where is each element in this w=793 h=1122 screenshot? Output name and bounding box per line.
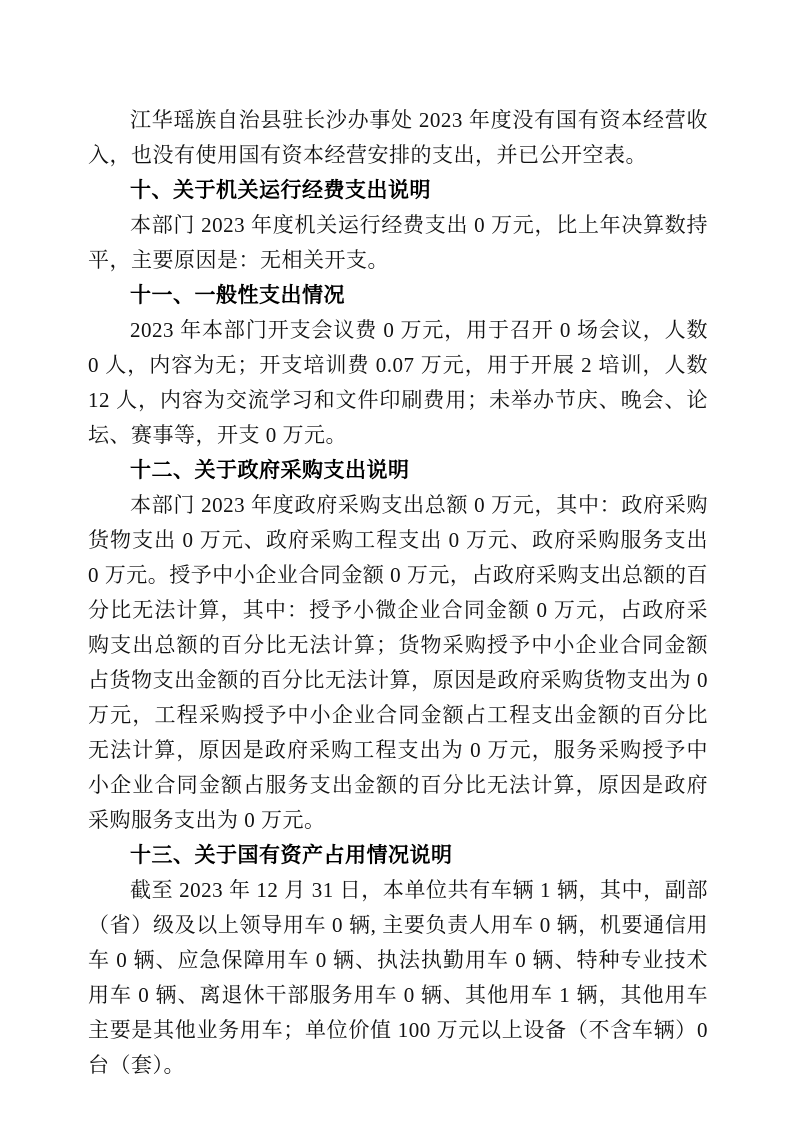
paragraph-agency-operating-expenses: 本部门 2023 年度机关运行经费支出 0 万元，比上年决算数持平，主要原因是：无相关开支。 xyxy=(88,213,708,272)
heading-section-11-general-expenditure: 十一、一般性支出情况 xyxy=(130,284,345,307)
paragraph-general-expenditure: 2023 年本部门开支会议费 0 万元，用于召开 0 场会议，人数 0 人，内容为无；开支培训费 0.07 万元，用于开展 2 培训，人数 12 人，内容为交流学习和文件印刷费用；未举办节庆、晚会、论坛、赛事等，开支 0 万元。 xyxy=(88,318,708,447)
document-body xyxy=(88,103,708,1083)
paragraph-state-capital-operations: 江华瑶族自治县驻长沙办事处 2023 年度没有国有资本经营收入，也没有使用国有资本经营安排的支出，并已公开空表。 xyxy=(88,108,708,167)
paragraph-state-owned-assets: 截至 2023 年 12 月 31 日，本单位共有车辆 1 辆，其中，副部（省）级及以上领导用车 0 辆, 主要负责人用车 0 辆，机要通信用车 0 辆、应急保障用车 0 辆、执法执勤用车 0 辆、特种专业技术用车 0 辆、离退休干部服务用车 0 辆、其他用车 1 辆，其他用车主要是其他业务用车；单位价值 100 万元以上设备（不含车辆）0 台（套）。 xyxy=(88,878,708,1077)
heading-section-10-agency-operating-expenses: 十、关于机关运行经费支出说明 xyxy=(130,179,431,202)
heading-section-12-government-procurement: 十二、关于政府采购支出说明 xyxy=(130,459,410,482)
paragraph-government-procurement: 本部门 2023 年度政府采购支出总额 0 万元，其中：政府采购货物支出 0 万元、政府采购工程支出 0 万元、政府采购服务支出 0 万元。授予中小企业合同金额 0 万元，占政府采购支出总额的百分比无法计算，其中：授予小微企业合同金额 0 万元，占政府采购支出总额的百分比无法计算；货物采购授予中小企业合同金额占货物支出金额的百分比无法计算，原因是政府采购货物支出为 0 万元，工程采购授予中小企业合同金额占工程支出金额的百分比无法计算，原因是政府采购工程支出为 0 万元，服务采购授予中小企业合同金额占服务支出金额的百分比无法计算，原因是政府采购服务支出为 0 万元。 xyxy=(88,493,708,832)
heading-section-13-state-owned-assets: 十三、关于国有资产占用情况说明 xyxy=(130,844,453,867)
